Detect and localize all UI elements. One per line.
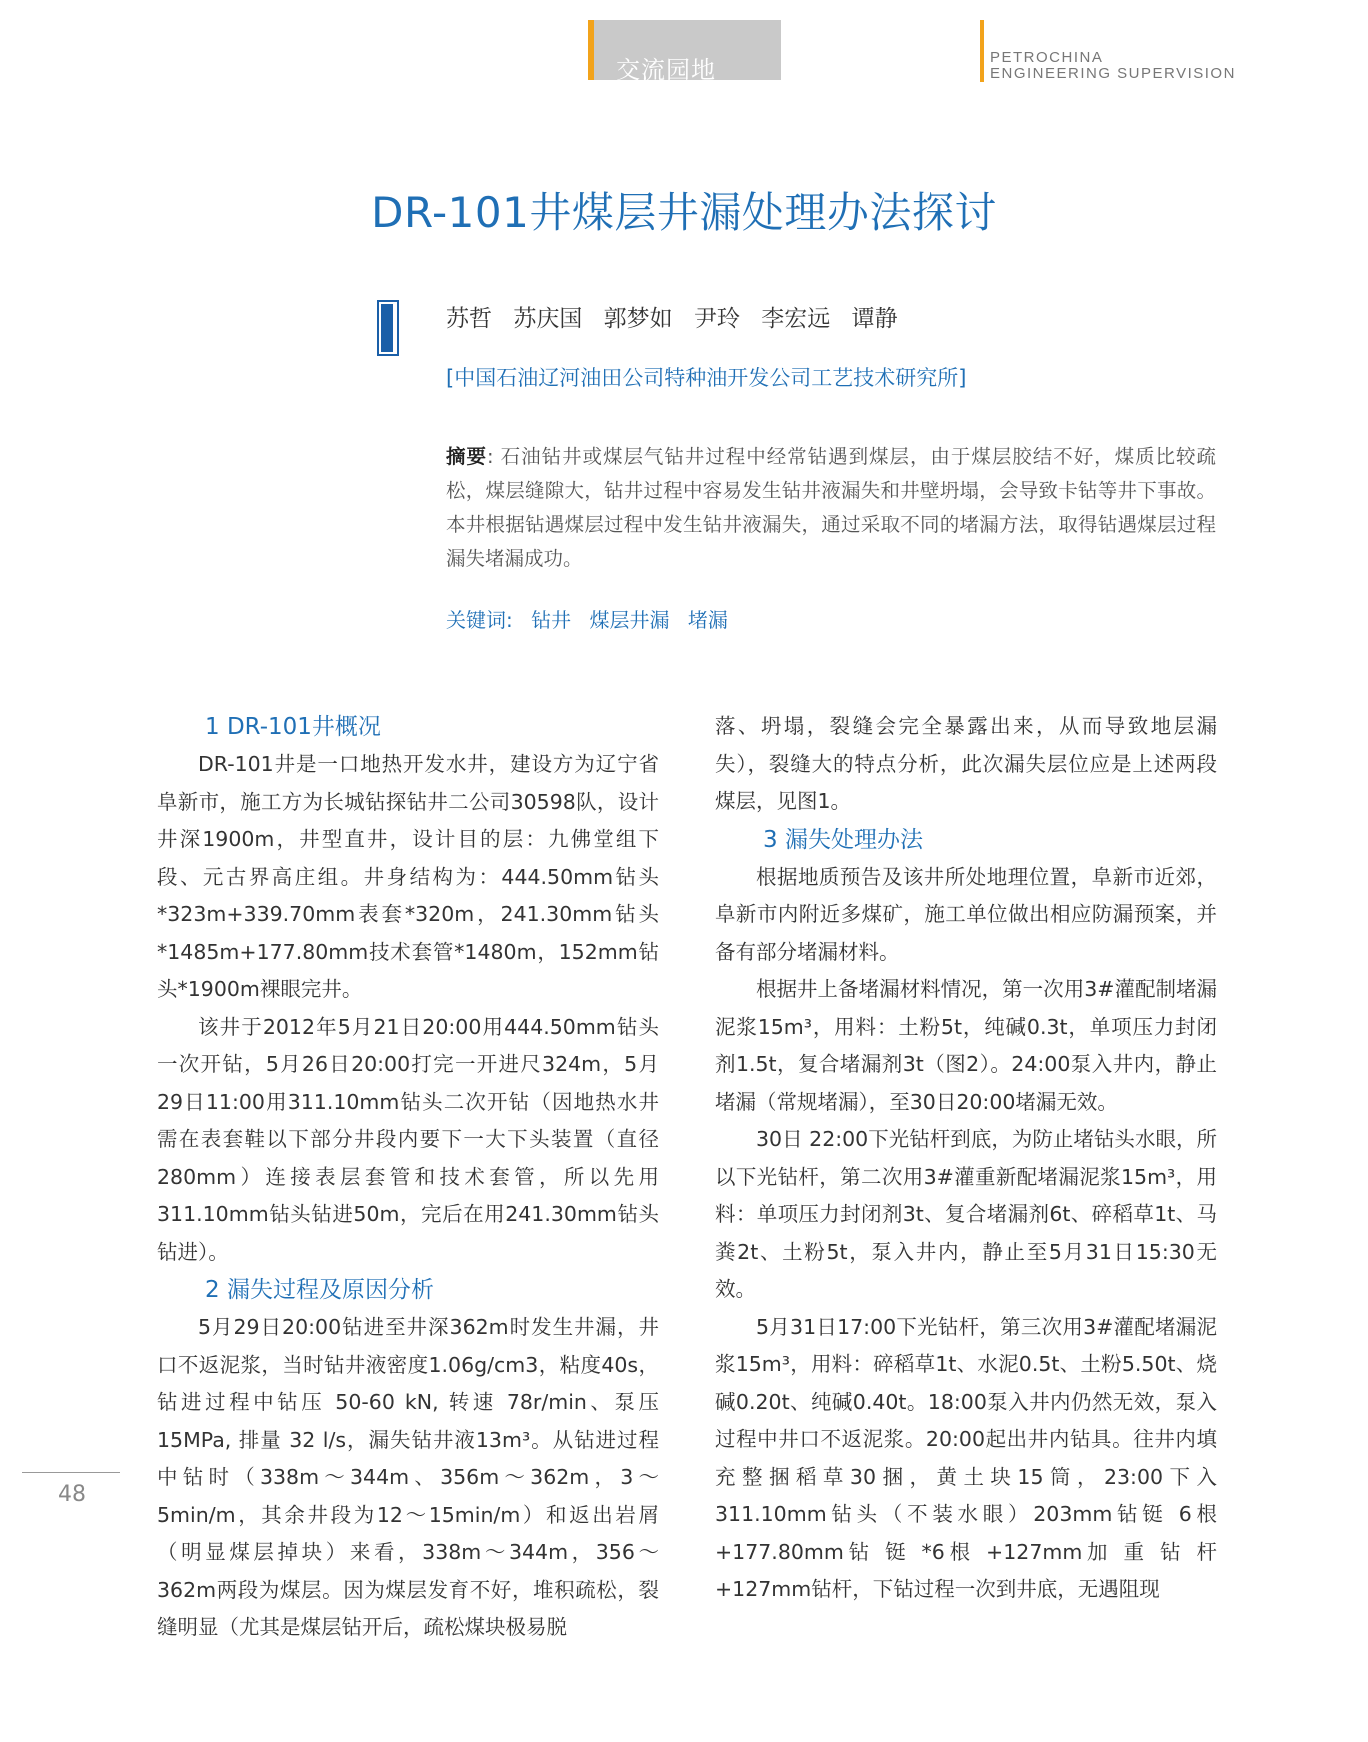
- body-paragraph: 30日 22:00下光钻杆到底，为防止堵钻头水眼，所以下光钻杆，第二次用3#灌重新配堵漏泥浆15m³，用料：单项压力封闭剂3t、复合堵漏剂6t、碎稻草1t、马粪2t、土粉5t，泵入井内，静止至5月31日15:30无效。: [715, 1127, 1217, 1301]
- keywords: [446, 604, 740, 633]
- journal-name-line1: PETROCHINA: [990, 49, 1104, 66]
- author-affiliation: [中国石油辽河油田公司特种油开发公司工艺技术研究所]: [446, 366, 967, 390]
- keyword: 堵漏: [687, 608, 728, 632]
- body-paragraph: 根据地质预告及该井所处地理位置，阜新市近郊，阜新市内附近多煤矿，施工单位做出相应防漏预案，并备有部分堵漏材料。: [715, 864, 1217, 964]
- author-name: 郭梦如: [603, 306, 673, 332]
- section-tab: [588, 20, 781, 84]
- author-name: 尹玲: [693, 306, 740, 332]
- body-paragraph: 该井于2012年5月21日20:00用444.50mm钻头一次开钻，5月26日20:00打完一开进尺324m，5月29日11:00用311.10mm钻头二次开钻（因地热水井需在表套鞋以下部分井段内要下一大下头装置（直径280mm）连接表层套管和技术套管，所以先用311.10mm钻头钻进50m，完后在用241.30mm钻头钻进）。: [157, 1014, 659, 1264]
- page-number: 48: [58, 1482, 86, 1507]
- author-name: 李宏远: [761, 306, 831, 332]
- author-name: 苏庆国: [513, 306, 583, 332]
- body-paragraph-continued: 落、坍塌，裂缝会完全暴露出来，从而导致地层漏失），裂缝大的特点分析，此次漏失层位应是上述两段煤层，见图1。: [715, 714, 1217, 813]
- body-paragraph: 根据井上备堵漏材料情况，第一次用3#灌配制堵漏泥浆15m³，用料：土粉5t，纯碱0.3t，单项压力封闭剂1.5t，复合堵漏剂3t（图2）。24:00泵入井内，静止堵漏（常规堵漏），至30日20:00堵漏无效。: [715, 977, 1217, 1114]
- section-heading-3: 3 漏失处理办法: [763, 826, 923, 853]
- body-paragraph: 5月31日17:00下光钻杆，第三次用3#灌配堵漏泥浆15m³，用料：碎稻草1t、水泥0.5t、土粉5.50t、烧碱0.20t、纯碱0.40t。18:00泵入井内仍然无效，泵入过程中井口不返泥浆。20:00起出井内钻具。往井内填充整捆稻草30捆，黄土块15筒，23:00下入311.10mm钻头（不装水眼）203mm钻铤 6根 +177.80mm钻 铤 *6根 +127mm加 重 钻 杆 +127mm钻杆，下钻过程一次到井底，无遇阻现: [715, 1314, 1217, 1601]
- body-paragraph: 5月29日20:00钻进至井深362m时发生井漏，井口不返泥浆，当时钻井液密度1.06g/cm3，粘度40s，钻进过程中钻压 50-60 kN, 转速 78r/min、泵压 15MPa, 排量 32 l/s，漏失钻井液13m³。从钻进过程中钻时（338m～344m、356m～362m，3～5min/m，其余井段为12～15min/m）和返出岩屑（明显煤层掉块）来看，338m～344m，356～362m两段为煤层。因为煤层发育不好，堆积疏松，裂缝明显（尤其是煤层钻开后，疏松煤块极易脱: [157, 1315, 659, 1639]
- keywords-label: 关键词:: [446, 608, 513, 632]
- body-paragraph: DR-101井是一口地热开发水井，建设方为辽宁省阜新市，施工方为长城钻探钻井二公司30598队，设计井深1900m，井型直井，设计目的层：九佛堂组下段、元古界高庄组。井身结构为：444.50mm钻头*323m+339.70mm表套*320m，241.30mm钻头*1485m+177.80mm技术套管*1480m，152mm钻头*1900m裸眼完井。: [157, 752, 659, 1001]
- keyword: 煤层井漏: [589, 608, 670, 632]
- keyword: 钻井: [531, 608, 572, 632]
- abstract: [446, 440, 1216, 576]
- section-tab-label: 交流园地: [616, 56, 716, 84]
- abstract-label: 摘要: [446, 445, 487, 468]
- section-heading-2: 2 漏失过程及原因分析: [205, 1277, 434, 1303]
- body-column-right: [715, 708, 1217, 1609]
- article-title: DR-101井煤层井漏处理办法探讨: [371, 188, 997, 237]
- section-heading-1: 1 DR-101井概况: [205, 714, 381, 740]
- journal-name-line2: ENGINEERING SUPERVISION: [990, 65, 1236, 82]
- author-marker-icon: [377, 300, 399, 356]
- body-column-left: [157, 708, 659, 1647]
- author-list: [446, 300, 912, 333]
- author-name: 苏哲: [446, 306, 492, 332]
- author-name: 谭静: [851, 306, 898, 332]
- journal-brand: [980, 20, 1236, 82]
- page-number-rule: [22, 1472, 120, 1473]
- abstract-text: : 石油钻井或煤层气钻井过程中经常钻遇到煤层，由于煤层胶结不好，煤质比较疏松，煤层缝隙大，钻井过程中容易发生钻井液漏失和井壁坍塌，会导致卡钻等井下事故。本井根据钻遇煤层过程中发生钻井液漏失，通过采取不同的堵漏方法，取得钻遇煤层过程漏失堵漏成功。: [446, 445, 1216, 570]
